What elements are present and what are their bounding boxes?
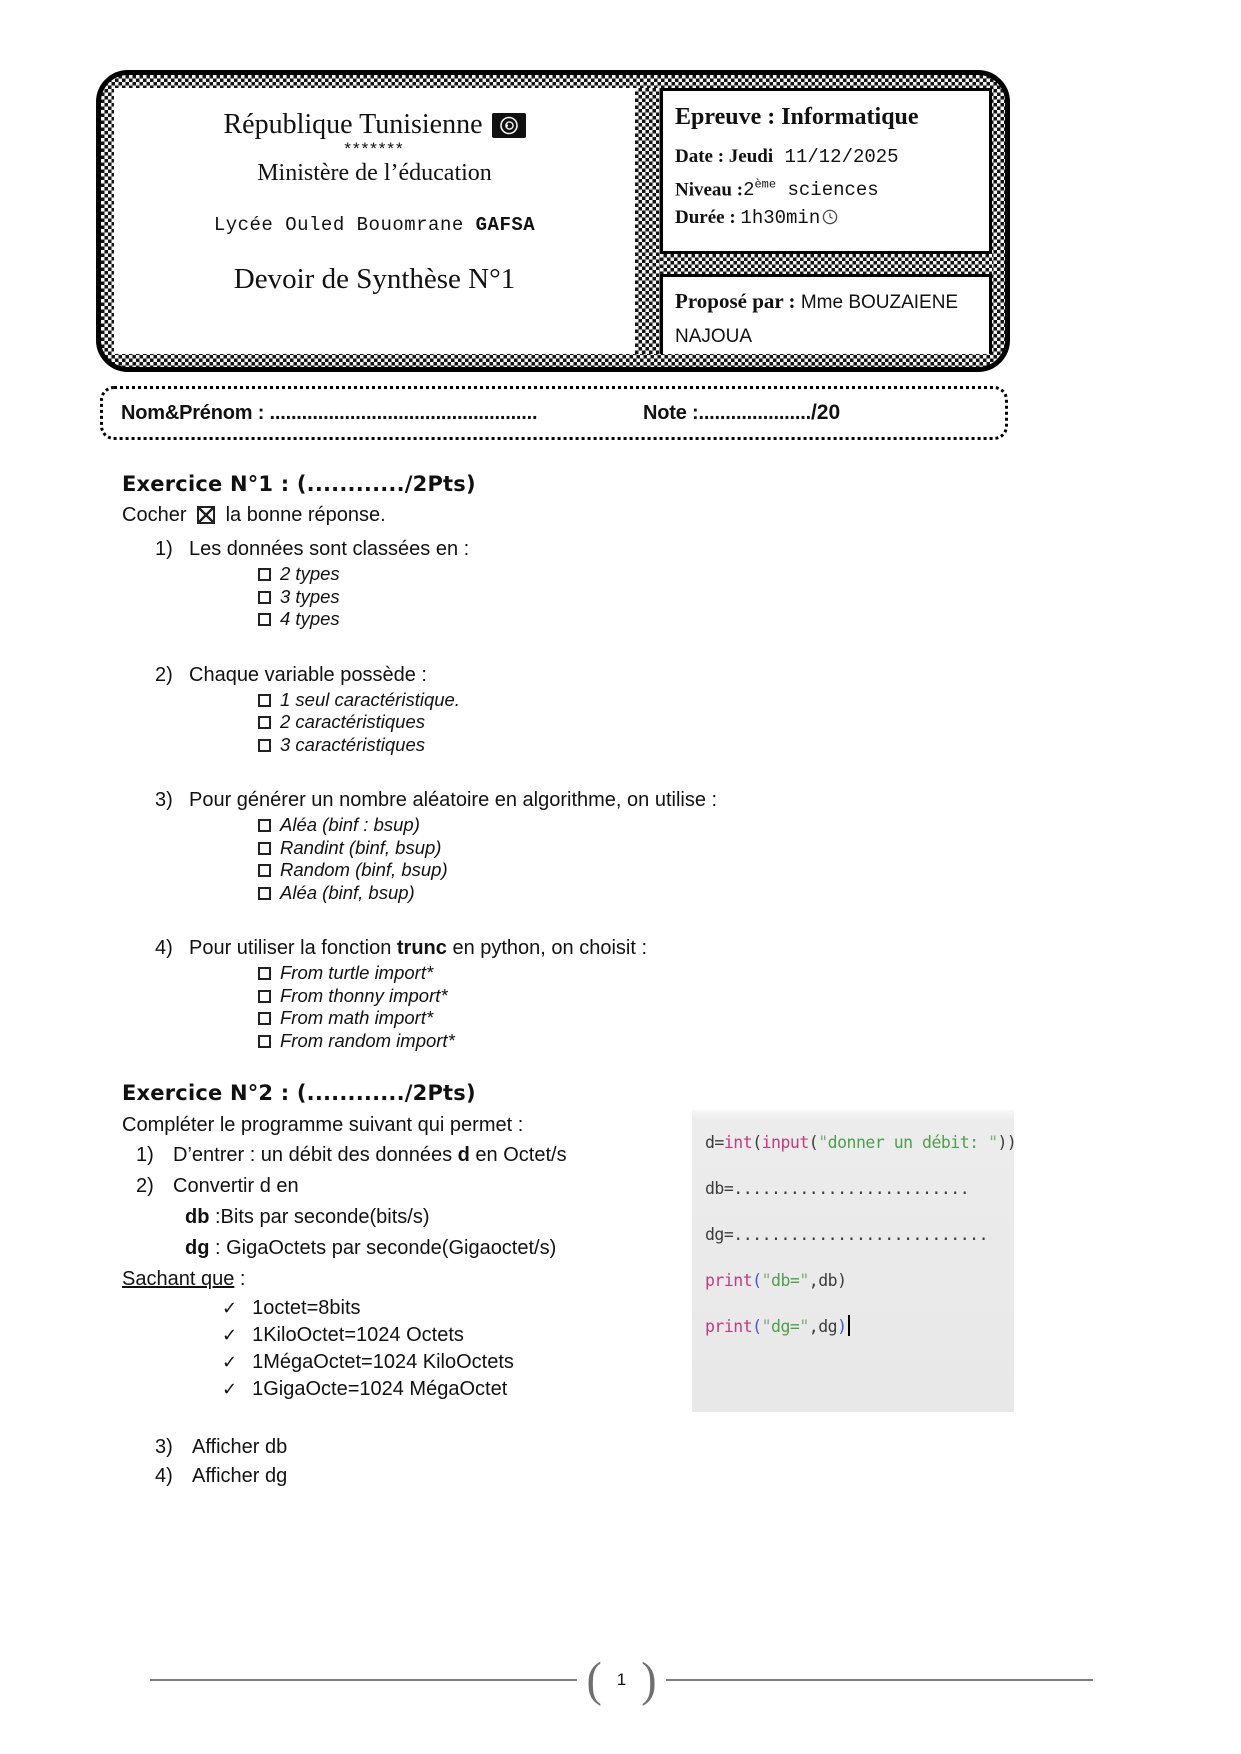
exam-info-box	[660, 88, 992, 254]
exercise1-title: Exercice N°1 : (............/2Pts)	[122, 472, 476, 496]
question-number: 4)	[155, 937, 173, 959]
item-text-post: en Octet/s	[469, 1144, 567, 1166]
fact-item	[122, 1376, 689, 1403]
option	[122, 563, 1014, 586]
code-token: d=	[705, 1133, 724, 1152]
check-icon: ✓	[222, 1379, 238, 1400]
code-quote: "	[988, 1133, 998, 1152]
fact-text: 1octet=8bits	[252, 1297, 361, 1319]
duration-label: Durée :	[675, 207, 741, 229]
fact-item	[122, 1295, 689, 1322]
question-3	[122, 787, 1014, 904]
question-label: Les données sont classées en :	[189, 538, 470, 560]
exercise2-item-4	[122, 1462, 1014, 1491]
code-string: db=	[771, 1271, 800, 1290]
option	[122, 1030, 1014, 1053]
page-number: 1	[616, 1670, 627, 1689]
option-label: 1 seul caractéristique.	[280, 688, 460, 710]
code-token: ,db	[808, 1271, 838, 1290]
code-quote: "	[799, 1271, 809, 1290]
exam-title: Devoir de Synthèse N°1	[233, 263, 516, 295]
checkbox-icon	[258, 990, 271, 1003]
question-label: Pour générer un nombre aléatoire en algorithme, on utilise :	[189, 789, 718, 811]
code-token: ))	[997, 1133, 1017, 1152]
db-variable: db	[185, 1206, 210, 1228]
question-3-text	[122, 787, 1014, 814]
ministry-title: Ministère de l’éducation	[257, 160, 492, 186]
code-quote: "	[761, 1317, 772, 1336]
code-paren: (	[752, 1317, 762, 1336]
exercise2-body	[122, 1110, 1017, 1412]
code-token: )	[837, 1271, 847, 1290]
option	[122, 1007, 1014, 1030]
subject-title: Epreuve : Informatique	[675, 104, 919, 130]
item-number: 4)	[155, 1465, 173, 1487]
checkbox-icon	[258, 819, 271, 832]
option-label: From random import*	[280, 1029, 455, 1051]
option	[122, 689, 1014, 712]
main-content	[122, 472, 1017, 1491]
option	[122, 859, 1014, 882]
text-cursor	[848, 1315, 851, 1336]
instruction-pre: Cocher	[122, 504, 193, 526]
level-text: sciences	[776, 179, 879, 202]
header-right-panel	[660, 88, 992, 354]
republic-title: République Tunisienne	[223, 109, 483, 140]
code-quote: "	[761, 1271, 772, 1290]
question-keyword: trunc	[396, 937, 447, 959]
sachant-heading	[122, 1264, 689, 1295]
checkbox-icon	[258, 739, 271, 752]
level-value	[743, 179, 879, 201]
header-left-panel	[114, 88, 635, 354]
code-quote: "	[818, 1133, 828, 1152]
option	[122, 711, 1014, 734]
right-bracket: )	[641, 1652, 657, 1707]
fact-item	[122, 1349, 689, 1376]
header-box	[96, 70, 1010, 372]
code-token: (	[808, 1133, 819, 1152]
option	[122, 608, 1014, 631]
option-label: From thonny import*	[280, 984, 448, 1006]
note-total: /20	[810, 401, 841, 424]
option	[122, 837, 1014, 860]
name-note-box	[100, 386, 1008, 440]
name-field: Nom&Prénom : ..................................................	[121, 401, 538, 424]
note-field	[643, 401, 840, 425]
header-inner	[114, 88, 992, 354]
proposed-by-value: Mme BOUZAIENE NAJOUA	[675, 292, 959, 347]
instruction-post: la bonne réponse.	[220, 504, 386, 526]
checkbox-icon	[258, 842, 271, 855]
footer-line-right	[666, 1679, 1093, 1681]
item-text: Afficher db	[192, 1436, 288, 1458]
checkbox-icon	[258, 568, 271, 581]
option	[122, 962, 1014, 985]
question-1	[122, 536, 1014, 631]
item-number: 3)	[155, 1436, 173, 1458]
code-string: donner un débit:	[827, 1133, 989, 1152]
note-dots: .....................	[698, 402, 811, 424]
question-label: Chaque variable possède :	[189, 663, 427, 686]
option-label: Random (binf, bsup)	[280, 859, 448, 880]
stars-separator: *******	[344, 139, 405, 158]
clock-icon	[822, 209, 838, 225]
item-variable: d	[457, 1144, 470, 1166]
option	[122, 814, 1014, 837]
question-label: Pour utiliser la fonction	[189, 937, 397, 959]
question-2	[122, 662, 1014, 757]
option-label: Randint (binf, bsup)	[280, 836, 442, 858]
code-quote: "	[799, 1317, 809, 1336]
fact-text: 1KiloOctet=1024 Octets	[252, 1324, 464, 1346]
exercise2-text-column	[122, 1110, 689, 1412]
date-value: 11/12/2025	[773, 146, 899, 168]
check-icon: ✓	[222, 1298, 238, 1319]
item-number: 1)	[136, 1144, 154, 1166]
exercise2-title: Exercice N°2 : (............/2Pts)	[122, 1081, 476, 1105]
duration-value: 1h30min	[740, 207, 821, 230]
level-row	[675, 171, 977, 204]
dg-text: : GigaOctets par seconde(Gigaoctet/s)	[209, 1237, 557, 1259]
level-label: Niveau :	[675, 179, 744, 201]
exercise1-instruction	[122, 502, 1014, 528]
code-token: ,dg	[808, 1317, 838, 1336]
dg-definition	[122, 1233, 689, 1264]
note-label: Note :	[643, 402, 699, 424]
code-line-1	[705, 1120, 1017, 1166]
item-text: Afficher dg	[192, 1465, 288, 1487]
checkbox-icon	[258, 887, 271, 900]
level-ordinal: ème	[754, 178, 777, 192]
proposed-by-label: Proposé par :	[675, 289, 801, 313]
checkbox-icon	[258, 591, 271, 604]
option-label: 2 caractéristiques	[280, 711, 425, 732]
code-paren: (	[752, 1271, 762, 1290]
option	[122, 882, 1014, 905]
code-line-5	[705, 1304, 1014, 1350]
fact-text: 1GigaOcte=1024 MégaOctet	[252, 1378, 508, 1400]
fact-text: 1MégaOctet=1024 KiloOctets	[252, 1351, 514, 1373]
question-label-post: en python, on choisit :	[446, 937, 648, 959]
code-paren: )	[837, 1317, 847, 1336]
option-label: Aléa (binf : bsup)	[280, 814, 420, 835]
question-1-text	[122, 536, 1014, 563]
code-line-3: dg=...........................	[705, 1225, 989, 1244]
date-row	[675, 143, 977, 171]
school-name	[114, 214, 635, 236]
checkbox-icon	[258, 1035, 271, 1048]
python-code-screenshot	[692, 1110, 1017, 1412]
checkbox-icon	[258, 613, 271, 626]
duration-row	[675, 204, 977, 232]
db-definition	[122, 1202, 689, 1233]
code-function: input	[761, 1133, 809, 1152]
code-function: print	[705, 1317, 753, 1336]
exercise2-item-1	[122, 1140, 689, 1171]
exercise2-item-3	[122, 1433, 1014, 1462]
dg-variable: dg	[185, 1237, 210, 1259]
code-token: (	[752, 1133, 762, 1152]
option-label: 2 types	[280, 563, 340, 584]
question-number: 1)	[155, 538, 173, 560]
checkbox-icon	[258, 967, 271, 980]
exercise2-instruction: Compléter le programme suivant qui permet :	[122, 1114, 524, 1136]
option-label: 4 types	[280, 608, 340, 629]
option	[122, 985, 1014, 1008]
question-2-text	[122, 662, 1014, 689]
option-label: From math import*	[280, 1007, 434, 1028]
code-line-4	[705, 1258, 1014, 1304]
sachant-label: Sachant que	[122, 1268, 235, 1290]
question-number: 2)	[155, 663, 173, 686]
code-function: int	[723, 1133, 753, 1152]
code-string: dg=	[771, 1317, 800, 1336]
code-function: print	[705, 1271, 753, 1290]
school-city: GAFSA	[475, 214, 536, 236]
checked-checkbox-icon	[197, 506, 215, 524]
exercise2-item-2	[122, 1171, 689, 1202]
question-4-text	[122, 935, 1014, 962]
footer-line-left	[150, 1679, 577, 1681]
horizontal-divider	[660, 254, 992, 274]
checkbox-icon	[258, 1012, 271, 1025]
vertical-divider	[635, 88, 660, 354]
checkbox-icon	[258, 694, 271, 707]
tunisia-flag-icon	[492, 113, 526, 138]
sachant-colon: :	[234, 1268, 246, 1290]
option	[122, 586, 1014, 609]
checkbox-icon	[258, 864, 271, 877]
date-label: Date : Jeudi	[675, 146, 774, 167]
republic-title-row	[114, 110, 635, 140]
check-icon: ✓	[222, 1352, 238, 1373]
fact-item	[122, 1322, 689, 1349]
db-text: :Bits par seconde(bits/s)	[209, 1206, 430, 1228]
page-footer	[150, 1652, 1093, 1707]
level-number: 2	[743, 179, 755, 202]
checkbox-icon	[258, 716, 271, 729]
item-number: 2)	[136, 1175, 154, 1197]
item-text: Convertir d en	[173, 1175, 299, 1197]
question-4	[122, 935, 1014, 1052]
left-bracket: (	[586, 1652, 602, 1707]
option-label: From turtle import*	[280, 962, 434, 983]
item-text: D’entrer : un débit des données	[173, 1144, 458, 1166]
question-number: 3)	[155, 789, 173, 811]
option-label: 3 types	[280, 585, 340, 607]
option-label: 3 caractéristiques	[280, 733, 425, 755]
check-icon: ✓	[222, 1325, 238, 1346]
option	[122, 734, 1014, 757]
proposed-by-box	[660, 274, 992, 354]
code-line-2: db=.........................	[705, 1179, 970, 1198]
school-name-text: Lycée Ouled Bouomrane	[213, 214, 476, 236]
option-label: Aléa (binf, bsup)	[280, 881, 415, 903]
